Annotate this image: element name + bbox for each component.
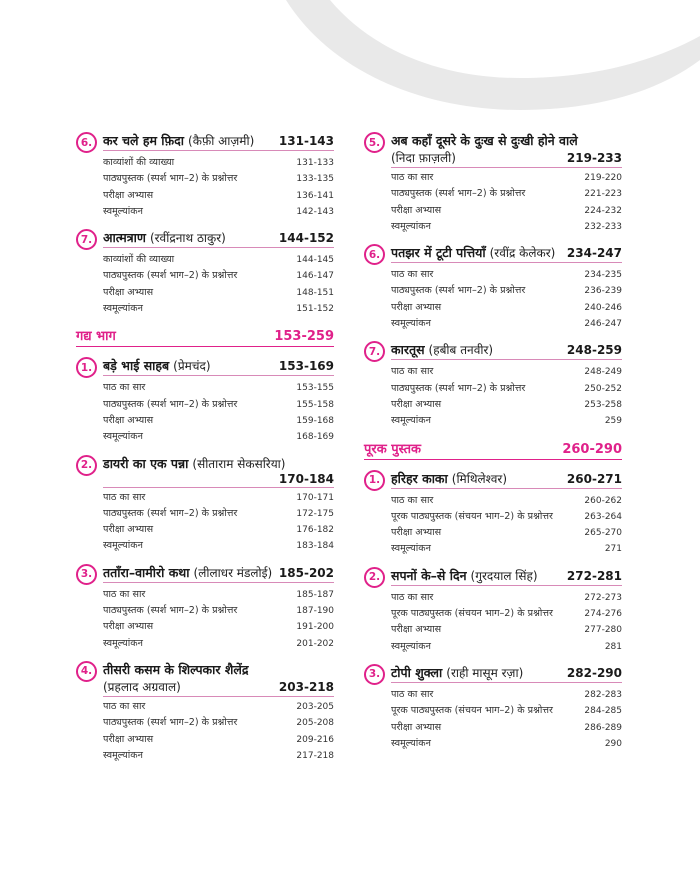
chapter-author: (हबीब तनवीर) [428, 343, 494, 358]
subitem-pages: 232-233 [584, 221, 622, 232]
subitem-pages: 170-171 [296, 492, 334, 503]
chapter-title-row [391, 470, 622, 489]
toc-chapter [364, 567, 622, 655]
subitem-pages: 203-205 [296, 701, 334, 712]
subitem-pages: 151-152 [296, 304, 334, 315]
chapter-title-row [103, 455, 334, 488]
toc-subitem[interactable] [103, 587, 334, 603]
subitem-pages: 253-258 [584, 399, 622, 410]
chapter-author: (मिथिलेश्वर) [451, 471, 508, 486]
chapter-number-badge: 7. [76, 229, 97, 250]
chapter-header[interactable] [76, 564, 334, 585]
subitem-pages: 146-147 [296, 271, 334, 282]
toc-chapter [76, 564, 334, 652]
chapter-number-badge: 4. [76, 661, 97, 682]
subitem-label: पूरक पाठ्यपुस्तक (संचयन भाग–2) के प्रश्नोत्तर [391, 608, 553, 620]
chapter-title-row [103, 564, 334, 583]
chapter-header[interactable] [364, 567, 622, 588]
chapter-subitems [391, 687, 622, 752]
subitem-pages: 183-184 [296, 541, 334, 552]
subitem-pages: 133-135 [296, 174, 334, 185]
chapter-subitems [391, 267, 622, 332]
chapter-title-row [103, 229, 334, 248]
subitem-label: परीक्षा अभ्यास [103, 414, 154, 426]
subitem-pages: 187-190 [296, 606, 334, 617]
toc-subitem[interactable] [391, 316, 622, 332]
chapter-pages: 260-271 [566, 471, 622, 486]
subitem-label: पाठ का सार [391, 494, 434, 506]
subitem-label: परीक्षा अभ्यास [103, 733, 154, 745]
toc-subitem[interactable] [391, 687, 622, 703]
subitem-pages: 248-249 [584, 367, 622, 378]
chapter-title-row [391, 567, 622, 586]
chapter-header[interactable] [364, 132, 622, 168]
chapter-pages: 248-259 [566, 343, 622, 358]
toc-subitem[interactable] [103, 715, 334, 731]
chapter-title: बड़े भाई साहब [103, 358, 170, 374]
chapter-title: टोपी शुक्ला [391, 664, 443, 680]
subitem-label: पाठ का सार [103, 588, 146, 600]
toc-subitem[interactable] [103, 603, 334, 619]
toc-subitem[interactable] [103, 748, 334, 764]
chapter-header[interactable] [364, 244, 622, 265]
chapter-header[interactable] [76, 455, 334, 488]
subitem-pages: 271 [604, 544, 622, 555]
chapter-header[interactable] [76, 132, 334, 153]
toc-chapter [76, 455, 334, 555]
chapter-subitems [391, 493, 622, 558]
toc-subitem[interactable] [391, 606, 622, 622]
toc-subitem[interactable] [103, 171, 334, 187]
chapter-subitems [103, 252, 334, 317]
subitem-label: पाठ का सार [103, 491, 146, 503]
toc-subitem[interactable] [103, 429, 334, 445]
subitem-label: पाठ का सार [103, 382, 146, 394]
subitem-pages: 176-182 [296, 525, 334, 536]
chapter-pages: 219-233 [566, 151, 622, 165]
subitem-label: परीक्षा अभ्यास [103, 189, 154, 201]
subitem-pages: 263-264 [584, 511, 622, 522]
subitem-pages: 185-187 [296, 589, 334, 600]
subitem-label: पाठ्यपुस्तक (स्पर्श भाग–2) के प्रश्नोत्तर [103, 173, 238, 185]
subitem-label: परीक्षा अभ्यास [391, 204, 442, 216]
chapter-number-badge: 5. [364, 132, 385, 153]
subitem-pages: 221-223 [584, 189, 622, 200]
subitem-pages: 155-158 [296, 399, 334, 410]
toc-chapter [76, 661, 334, 764]
chapter-title: तीसरी कसम के शिल्पकार शैलेंद्र [103, 661, 249, 677]
chapter-number-badge: 3. [76, 564, 97, 585]
chapter-number-badge: 1. [364, 470, 385, 491]
subitem-pages: 209-216 [296, 734, 334, 745]
toc-subitem[interactable] [103, 268, 334, 284]
toc-subitem[interactable] [103, 506, 334, 522]
subitem-label: काव्यांशों की व्याख्या [103, 157, 175, 168]
subitem-label: पाठ का सार [391, 688, 434, 700]
subitem-pages: 246-247 [584, 319, 622, 330]
toc-subitem[interactable] [391, 639, 622, 655]
toc-subitem[interactable] [391, 364, 622, 380]
subitem-label: परीक्षा अभ्यास [103, 524, 154, 536]
subitem-label: स्वमूल्यांकन [391, 543, 431, 555]
chapter-header[interactable] [76, 357, 334, 378]
toc-subitem[interactable] [391, 397, 622, 413]
section-title: गद्य भाग [76, 329, 116, 345]
toc-subitem[interactable] [391, 170, 622, 186]
subitem-label: पाठ्यपुस्तक (स्पर्श भाग–2) के प्रश्नोत्तर [103, 398, 238, 410]
subitem-label: स्वमूल्यांकन [103, 749, 143, 761]
chapter-title-row [103, 661, 334, 697]
chapter-number-badge: 2. [76, 455, 97, 476]
chapter-subitems [103, 380, 334, 445]
subitem-pages: 265-270 [584, 528, 622, 539]
toc-subitem[interactable] [103, 155, 334, 171]
subitem-pages: 234-235 [584, 270, 622, 281]
subitem-label: स्वमूल्यांकन [103, 431, 143, 443]
toc-subitem[interactable] [391, 219, 622, 235]
chapter-number-badge: 1. [76, 357, 97, 378]
chapter-number-badge: 6. [76, 132, 97, 153]
chapter-author: (रवींद्र केलेकर) [489, 246, 556, 261]
chapter-number-badge: 7. [364, 341, 385, 362]
toc-subitem[interactable] [391, 283, 622, 299]
chapter-pages: 272-281 [566, 568, 622, 583]
chapter-author: (राही मासूम रज़ा) [446, 665, 524, 680]
chapter-header[interactable] [364, 470, 622, 491]
subitem-label: स्वमूल्यांकन [103, 540, 143, 552]
subitem-pages: 219-220 [584, 173, 622, 183]
toc-chapter [76, 229, 334, 317]
chapter-author: (गुरदयाल सिंह) [470, 568, 538, 583]
toc-subitem[interactable] [103, 252, 334, 268]
subitem-pages: 282-283 [584, 689, 622, 700]
toc-subitem[interactable] [391, 736, 622, 752]
toc-subitem[interactable] [103, 301, 334, 317]
subitem-label: पाठ का सार [391, 269, 434, 281]
toc-subitem[interactable] [391, 525, 622, 541]
chapter-title: तताँरा–वामीरो कथा [103, 564, 190, 580]
toc-subitem[interactable] [391, 703, 622, 719]
chapter-title: अब कहाँ दूसरे के दुःख से दुःखी होने वाले [391, 133, 578, 148]
toc-subitem[interactable] [103, 699, 334, 715]
subitem-label: स्वमूल्यांकन [391, 220, 431, 232]
toc-subitem[interactable] [391, 186, 622, 202]
section-heading [76, 326, 334, 347]
chapter-subitems [103, 699, 334, 764]
subitem-label: परीक्षा अभ्यास [391, 624, 442, 636]
subitem-pages: 136-141 [296, 190, 334, 201]
subitem-pages: 217-218 [296, 750, 334, 761]
subitem-label: स्वमूल्यांकन [103, 205, 143, 217]
toc-chapter [76, 357, 334, 445]
chapter-title-row [391, 244, 622, 263]
chapter-title-row [391, 132, 622, 168]
toc-column-left [76, 132, 334, 773]
chapter-title-row [103, 357, 334, 376]
subitem-label: पाठ्यपुस्तक (स्पर्श भाग–2) के प्रश्नोत्तर [391, 382, 526, 394]
chapter-subitems [391, 590, 622, 655]
subitem-pages: 201-202 [296, 638, 334, 649]
chapter-header[interactable] [364, 341, 622, 362]
subitem-label: पाठ्यपुस्तक (स्पर्श भाग–2) के प्रश्नोत्तर [103, 270, 238, 282]
chapter-pages: 153-169 [278, 359, 334, 374]
chapter-header[interactable] [76, 661, 334, 697]
chapter-subitems [103, 155, 334, 220]
subitem-label: पाठ का सार [391, 172, 434, 183]
subitem-pages: 172-175 [296, 508, 334, 519]
subitem-label: पाठ का सार [391, 591, 434, 603]
toc-subitem[interactable] [391, 509, 622, 525]
chapter-author: (प्रहलाद अग्रवाल) [103, 679, 181, 694]
subitem-label: स्वमूल्यांकन [391, 640, 431, 652]
chapter-title: आत्मत्राण [103, 230, 146, 246]
subitem-pages: 240-246 [584, 302, 622, 313]
toc-subitem[interactable] [103, 619, 334, 635]
chapter-title: डायरी का एक पन्ना [103, 455, 189, 471]
chapter-subitems [103, 587, 334, 652]
toc-subitem[interactable] [103, 380, 334, 396]
toc-subitem[interactable] [391, 541, 622, 557]
subitem-label: परीक्षा अभ्यास [391, 527, 442, 539]
subitem-label: स्वमूल्यांकन [103, 303, 143, 315]
subitem-label: पाठ्यपुस्तक (स्पर्श भाग–2) के प्रश्नोत्तर [391, 188, 526, 200]
section-pages: 260-290 [562, 441, 622, 457]
subitem-label: पूरक पाठ्यपुस्तक (संचयन भाग–2) के प्रश्नोत्तर [391, 705, 553, 717]
subitem-label: परीक्षा अभ्यास [391, 398, 442, 410]
toc-subitem[interactable] [391, 720, 622, 736]
chapter-number-badge: 2. [364, 567, 385, 588]
toc-chapter [364, 664, 622, 752]
subitem-label: स्वमूल्यांकन [103, 637, 143, 649]
subitem-pages: 290 [604, 738, 622, 749]
chapter-title-row [391, 341, 622, 360]
section-heading [364, 439, 622, 460]
toc-chapter [364, 470, 622, 558]
chapter-header[interactable] [76, 229, 334, 250]
chapter-pages: 144-152 [278, 231, 334, 246]
chapter-author: (लीलाधर मंडलोई) [193, 565, 273, 580]
subitem-label: स्वमूल्यांकन [391, 318, 431, 330]
chapter-title: कारतूस [391, 342, 425, 358]
subitem-label: पाठ्यपुस्तक (स्पर्श भाग–2) के प्रश्नोत्तर [103, 507, 238, 519]
toc-subitem[interactable] [103, 490, 334, 506]
subitem-pages: 153-155 [296, 383, 334, 394]
subitem-label: परीक्षा अभ्यास [391, 301, 442, 313]
section-title: पूरक पुस्तक [364, 441, 422, 457]
chapter-number-badge: 6. [364, 244, 385, 265]
subitem-label: स्वमूल्यांकन [391, 415, 431, 427]
subitem-pages: 144-145 [296, 255, 334, 266]
subitem-pages: 286-289 [584, 722, 622, 733]
chapter-author: (निदा फ़ाज़ली) [391, 151, 456, 165]
subitem-pages: 274-276 [584, 609, 622, 620]
subitem-label: परीक्षा अभ्यास [103, 621, 154, 633]
subitem-label: परीक्षा अभ्यास [391, 721, 442, 733]
subitem-pages: 148-151 [296, 287, 334, 298]
chapter-pages: 185-202 [278, 565, 334, 580]
subitem-label: स्वमूल्यांकन [391, 737, 431, 749]
subitem-label: पाठ का सार [391, 366, 434, 378]
subitem-pages: 191-200 [296, 622, 334, 633]
subitem-label: पाठ्यपुस्तक (स्पर्श भाग–2) के प्रश्नोत्तर [103, 605, 238, 617]
toc-chapter [76, 132, 334, 220]
toc-subitem[interactable] [391, 493, 622, 509]
subitem-pages: 259 [604, 416, 622, 427]
chapter-pages: 282-290 [566, 665, 622, 680]
chapter-title-row [391, 664, 622, 683]
toc-chapter [364, 341, 622, 429]
chapter-pages: 131-143 [278, 134, 334, 148]
chapter-header[interactable] [364, 664, 622, 685]
toc-subitem[interactable] [391, 203, 622, 219]
chapter-pages: 203-218 [278, 679, 334, 694]
subitem-pages: 260-262 [584, 495, 622, 506]
chapter-title: सपनों के–से दिन [391, 567, 467, 583]
chapter-pages: 234-247 [566, 246, 622, 261]
chapter-subitems [103, 490, 334, 555]
section-pages: 153-259 [274, 329, 334, 345]
toc-subitem[interactable] [103, 204, 334, 220]
toc-subitem[interactable] [103, 285, 334, 301]
chapter-title: पतझर में टूटी पत्तियाँ [391, 245, 486, 261]
chapter-author: (रवींद्रनाथ ठाकुर) [149, 231, 226, 246]
toc-subitem[interactable] [103, 522, 334, 538]
toc-column-right [364, 132, 622, 761]
toc-subitem[interactable] [391, 300, 622, 316]
toc-chapter [364, 132, 622, 235]
chapter-subitems [391, 364, 622, 429]
chapter-pages: 170-184 [278, 471, 334, 486]
subitem-label: परीक्षा अभ्यास [103, 286, 154, 298]
subitem-label: पूरक पाठ्यपुस्तक (संचयन भाग–2) के प्रश्नोत्तर [391, 510, 553, 522]
toc-subitem[interactable] [103, 188, 334, 204]
chapter-author: (कैफ़ी आज़मी) [188, 134, 255, 148]
subitem-pages: 168-169 [296, 432, 334, 443]
chapter-title-line-2 [391, 149, 622, 166]
subitem-pages: 224-232 [584, 205, 622, 216]
chapter-title-row [103, 132, 334, 151]
toc-subitem[interactable] [103, 413, 334, 429]
toc-subitem[interactable] [391, 590, 622, 606]
toc-chapter [364, 244, 622, 332]
subitem-pages: 205-208 [296, 718, 334, 729]
subitem-pages: 236-239 [584, 286, 622, 297]
toc-subitem[interactable] [391, 622, 622, 638]
subitem-pages: 250-252 [584, 383, 622, 394]
toc-subitem[interactable] [103, 636, 334, 652]
subitem-label: काव्यांशों की व्याख्या [103, 254, 175, 266]
toc-subitem[interactable] [103, 732, 334, 748]
toc-subitem[interactable] [391, 381, 622, 397]
chapter-author: (सीताराम सेकसरिया) [192, 456, 286, 471]
chapter-subitems [391, 170, 622, 235]
chapter-number-badge: 3. [364, 664, 385, 685]
toc-subitem[interactable] [103, 397, 334, 413]
subitem-pages: 284-285 [584, 706, 622, 717]
subitem-pages: 272-273 [584, 592, 622, 603]
chapter-title: कर चले हम फ़िदा [103, 133, 185, 148]
subitem-pages: 131-133 [296, 158, 334, 168]
chapter-title-line-2 [103, 678, 334, 695]
subitem-pages: 277-280 [584, 625, 622, 636]
chapter-author: (प्रेमचंद) [173, 359, 211, 374]
subitem-label: पाठ्यपुस्तक (स्पर्श भाग–2) के प्रश्नोत्तर [391, 285, 526, 297]
subitem-pages: 159-168 [296, 415, 334, 426]
toc-subitem[interactable] [391, 413, 622, 429]
subitem-pages: 281 [604, 641, 622, 652]
subitem-pages: 142-143 [296, 206, 334, 217]
toc-subitem[interactable] [103, 538, 334, 554]
chapter-title: हरिहर काका [391, 470, 448, 486]
subitem-label: पाठ्यपुस्तक (स्पर्श भाग–2) के प्रश्नोत्तर [103, 717, 238, 729]
subitem-label: पाठ का सार [103, 700, 146, 712]
toc-subitem[interactable] [391, 267, 622, 283]
